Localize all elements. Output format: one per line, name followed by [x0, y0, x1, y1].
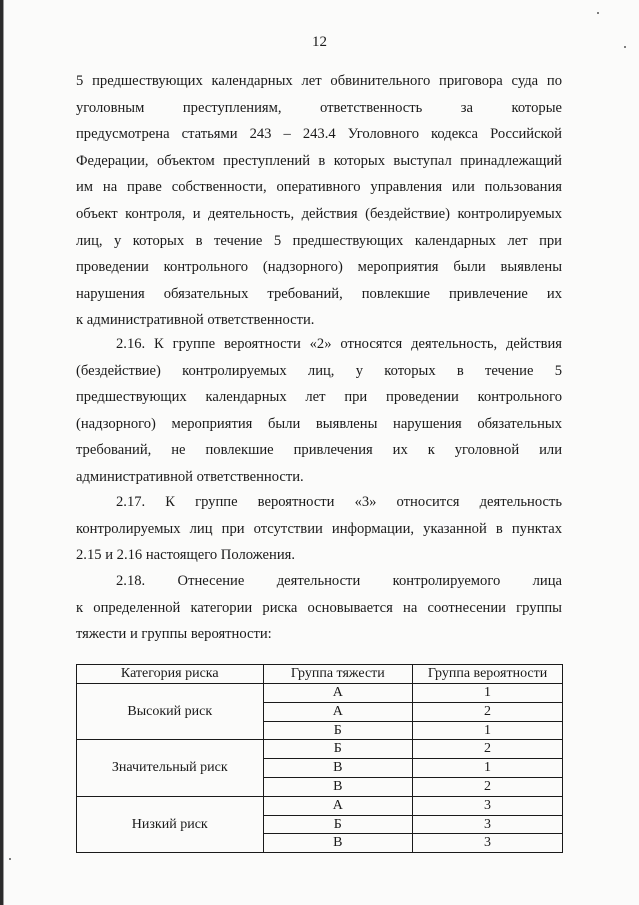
text-line: объект контроля, и деятельность, действия (бездействие) контролируемых: [76, 205, 562, 222]
scan-speck: [9, 858, 11, 860]
text-line: им на праве собственности, оперативного управления или пользования: [76, 179, 562, 196]
probability-cell: 2: [413, 777, 563, 796]
text-line: предшествующих календарных лет при проведении контрольного: [76, 389, 562, 406]
probability-cell: 2: [413, 702, 563, 721]
text-line: (бездействие) контролируемых лиц, у которых в течение 5: [76, 362, 562, 379]
text-line: административной ответственности.: [76, 468, 304, 485]
page-number: 12: [312, 34, 327, 50]
severity-cell: В: [263, 759, 413, 778]
text-line: уголовным преступлениям, ответственность за которые: [76, 99, 562, 116]
severity-cell: А: [263, 702, 413, 721]
text-line: проведении контрольного (надзорного) мероприятия были выявлены: [76, 259, 562, 276]
text-line: 2.17. К группе вероятности «3» относится деятельность: [116, 494, 562, 510]
text-line: к определенной категории риска основывается на соотнесении группы: [76, 599, 562, 616]
scan-speck: [597, 12, 599, 14]
risk-category-cell: Низкий риск: [77, 796, 264, 852]
text-line: предусмотрена статьями 243 – 243.4 Уголовного кодекса Российской: [76, 126, 562, 143]
text-line: (надзорного) мероприятия были выявлены нарушения обязательных: [76, 415, 562, 432]
text-line: нарушения обязательных требований, повлекшие привлечение их: [76, 285, 562, 302]
text-line: тяжести и группы вероятности:: [76, 626, 272, 643]
paragraph-2-16: [76, 331, 562, 491]
text-line: 5 предшествующих календарных лет обвинительного приговора суда по: [76, 73, 562, 89]
probability-cell: 3: [413, 796, 563, 815]
risk-category-cell: Высокий риск: [77, 684, 264, 740]
probability-cell: 3: [413, 834, 563, 853]
probability-cell: 2: [413, 740, 563, 759]
text-line: лиц, у которых в течение 5 предшествующих календарных лет при: [76, 232, 562, 249]
header-risk-category: Категория риска: [77, 665, 264, 684]
text-line: 2.16. К группе вероятности «2» относятся деятельность, действия: [116, 336, 562, 352]
paragraph-continuation: [76, 68, 562, 334]
severity-cell: А: [263, 796, 413, 815]
text-line: контролируемых лиц при отсутствии информации, указанной в пунктах: [76, 520, 562, 537]
probability-cell: 1: [413, 759, 563, 778]
table-row: [77, 684, 563, 703]
header-probability-group: Группа вероятности: [413, 665, 563, 684]
severity-cell: Б: [263, 740, 413, 759]
table-header-row: [77, 665, 563, 684]
severity-cell: А: [263, 684, 413, 703]
table-row: [77, 740, 563, 759]
probability-cell: 3: [413, 815, 563, 834]
scan-edge-shadow: [3, 0, 4, 905]
severity-cell: В: [263, 777, 413, 796]
severity-cell: Б: [263, 815, 413, 834]
text-line: 2.15 и 2.16 настоящего Положения.: [76, 547, 296, 564]
risk-category-cell: Значительный риск: [77, 740, 264, 796]
paragraph-2-18: [76, 568, 562, 648]
header-severity-group: Группа тяжести: [263, 665, 413, 684]
text-line: 2.18. Отнесение деятельности контролируемого лица: [116, 573, 562, 589]
text-line: Федерации, объектом преступлений в которых выступал принадлежащий: [76, 152, 562, 169]
risk-category-table: [76, 664, 563, 853]
text-line: требований, не повлекшие привлечения их к уголовной или: [76, 442, 562, 459]
severity-cell: Б: [263, 721, 413, 740]
severity-cell: В: [263, 834, 413, 853]
probability-cell: 1: [413, 684, 563, 703]
probability-cell: 1: [413, 721, 563, 740]
text-line: к административной ответственности.: [76, 312, 315, 329]
table-row: [77, 796, 563, 815]
paragraph-2-17: [76, 489, 562, 569]
